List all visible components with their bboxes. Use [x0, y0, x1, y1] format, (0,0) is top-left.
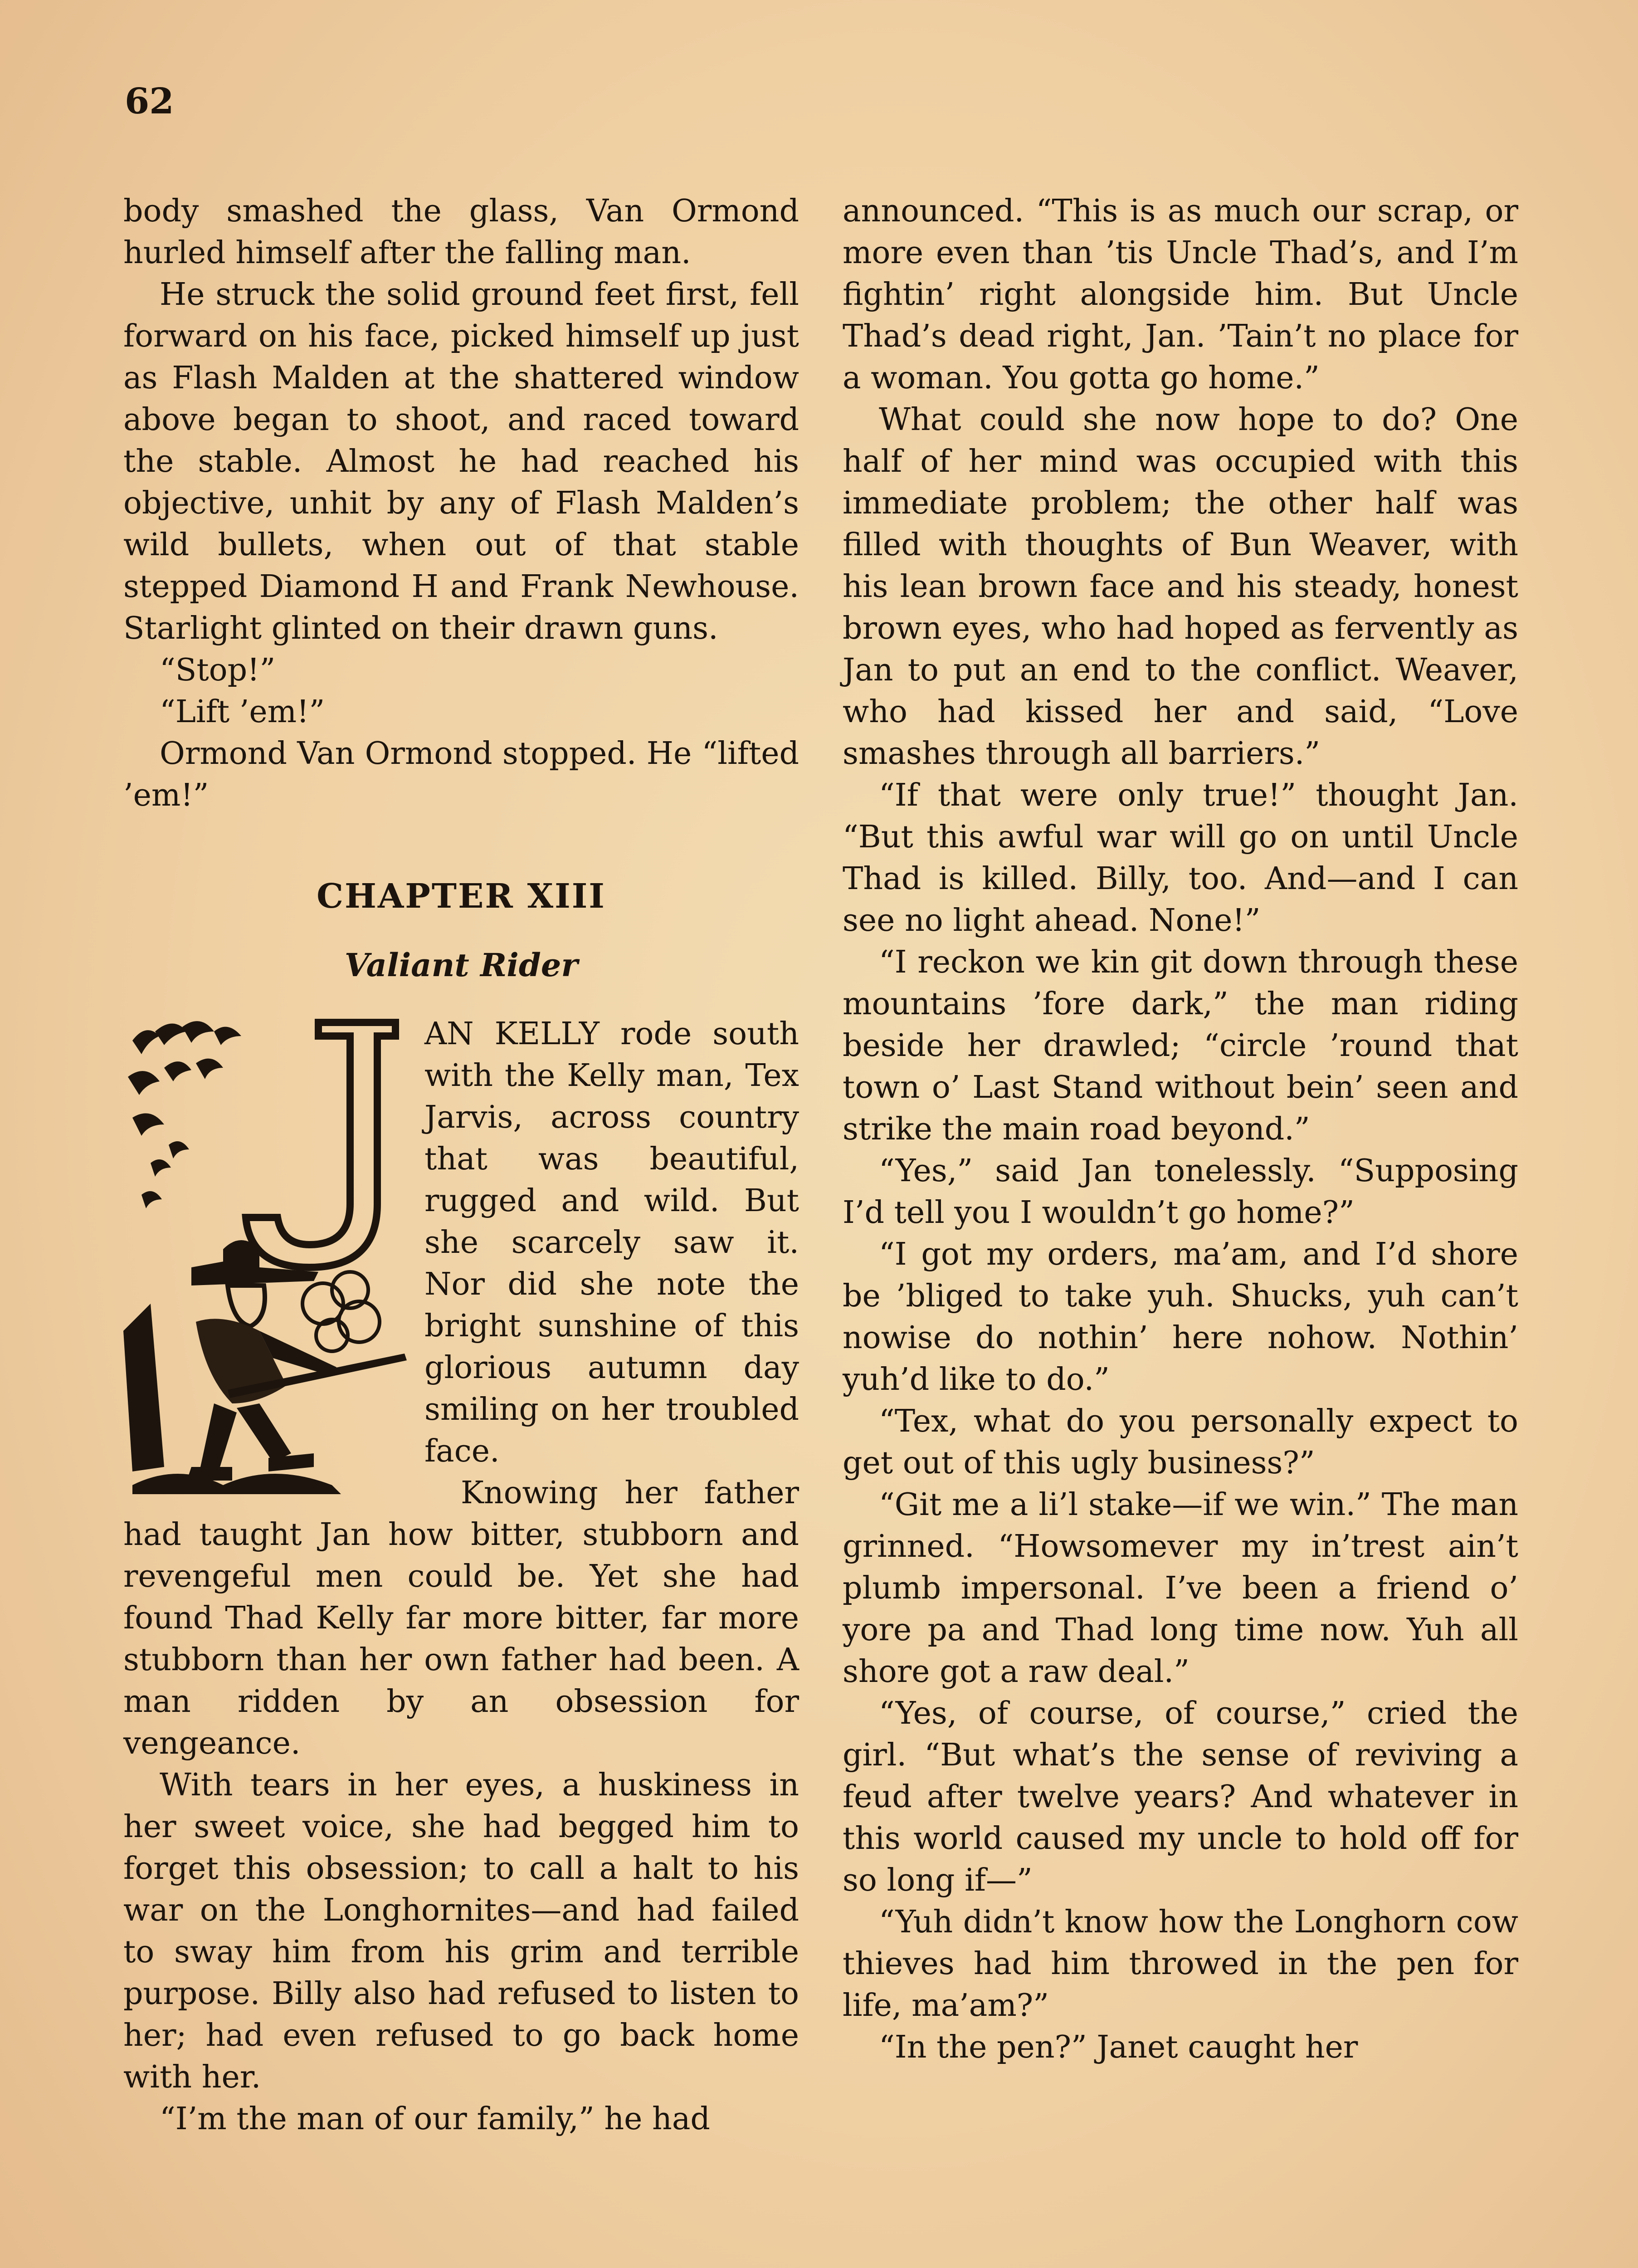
- paragraph: “Stop!”: [160, 652, 276, 688]
- paragraph: “Yuh didn’t know how the Longhorn cow thieves had him throwed in the pen for life, ma’am?”: [843, 1904, 1518, 2024]
- paragraph: With tears in her eyes, a huskiness in her sweet voice, she had begged him to forget this obsession; to call a halt to his war on the Longhornites—and had failed to sway him from his grim and terrible purpose. Billy also had refused to listen to her; had even refused to go back home with her.: [123, 1767, 799, 2095]
- paragraph: “I got my orders, ma’am, and I’d shore be ’bliged to take yuh. Shucks, yuh can’t nowise do nothin’ here nohow. Nothin’ yuh’d like to do.”: [843, 1237, 1518, 1398]
- paragraph: announced. “This is as much our scrap, or more even than ’tis Uncle Thad’s, and I’m fightin’ right alongside him. But Uncle Thad’s dead right, Jan. ’Tain’t no place for a woman. You gotta go home.”: [843, 193, 1518, 396]
- paragraph: “If that were only true!” thought Jan. “But this awful war will go on until Uncle Thad is killed. Billy, too. And—and I can see no light ahead. None!”: [843, 777, 1518, 938]
- dropcap-letter-J: [246, 1022, 395, 1267]
- right-column: [843, 191, 1518, 2068]
- chapter-title: CHAPTER XIII: [317, 877, 606, 916]
- paragraph: “Tex, what do you personally expect to get out of this ugly business?”: [843, 1403, 1518, 1481]
- paragraph: “In the pen?” Janet caught her: [879, 2029, 1358, 2065]
- chapter-subtitle: Valiant Rider: [344, 946, 578, 984]
- paragraph: Knowing her father had taught Jan how bitter, stubborn and revengeful men could be. Yet she had found Thad Kelly far more bitter, far more stubborn than her own father had been. A man ridden by an obsession for vengeance.: [123, 1475, 799, 1761]
- paragraph: “Yes, of course, of course,” cried the girl. “But what’s the sense of reviving a feud after twelve years? And whatever in this world caused my uncle to hold off for so long if—”: [843, 1696, 1518, 1898]
- paragraph: “I’m the man of our family,” he had: [160, 2101, 710, 2137]
- left-column: [123, 191, 799, 2140]
- paragraph: He struck the solid ground feet first, fell forward on his face, picked himself up just as Flash Malden at the shattered window above began to shoot, and raced toward the stable. Almost he had reached his objective, unhit by any of Flash Malden’s wild bullets, when out of that stable stepped Diamond H and Frank Newhouse. Starlight glinted on their drawn guns.: [123, 277, 799, 646]
- paragraph: “Lift ’em!”: [160, 694, 325, 730]
- dropcap-illustration: [123, 1013, 414, 1503]
- paragraph: What could she now hope to do? One half of her mind was occupied with this immediate problem; the other half was filled with thoughts of Bun Weaver, with his lean brown face and his steady, honest brown eyes, who had hoped as fervently as Jan to put an end to the conflict. Weaver, who had kissed her and said, “Love smashes through all barriers.”: [843, 402, 1518, 772]
- paragraph: Ormond Van Ormond stopped. He “lifted ’em!”: [123, 736, 799, 813]
- paragraph: “Git me a li’l stake—if we win.” The man grinned. “Howsomever my in’trest ain’t plumb impersonal. I’ve been a friend o’ yore pa and Thad long time now. Yuh all shore got a raw deal.”: [843, 1487, 1518, 1690]
- dropcap-paragraph: AN KELLY rode south with the Kelly man, Tex Jarvis, across country that was beautiful, rugged and wild. But she scarcely saw it. Nor did she note the bright sunshine of this glorious autumn day smiling on her troubled face.: [424, 1016, 799, 1469]
- paragraph: “Yes,” said Jan tonelessly. “Supposing I’d tell you I wouldn’t go home?”: [843, 1153, 1518, 1231]
- dropcap-block: [123, 1013, 799, 1472]
- cowboy-rider-illustration: [123, 1013, 414, 1503]
- paragraph: body smashed the glass, Van Ormond hurled himself after the falling man.: [123, 193, 799, 271]
- page-number: 62: [125, 81, 174, 122]
- paragraph: “I reckon we kin git down through these mountains ’fore dark,” the man riding beside her drawled; “circle ’round that town o’ Last Stand without bein’ seen and strike the main road beyond.”: [843, 944, 1518, 1147]
